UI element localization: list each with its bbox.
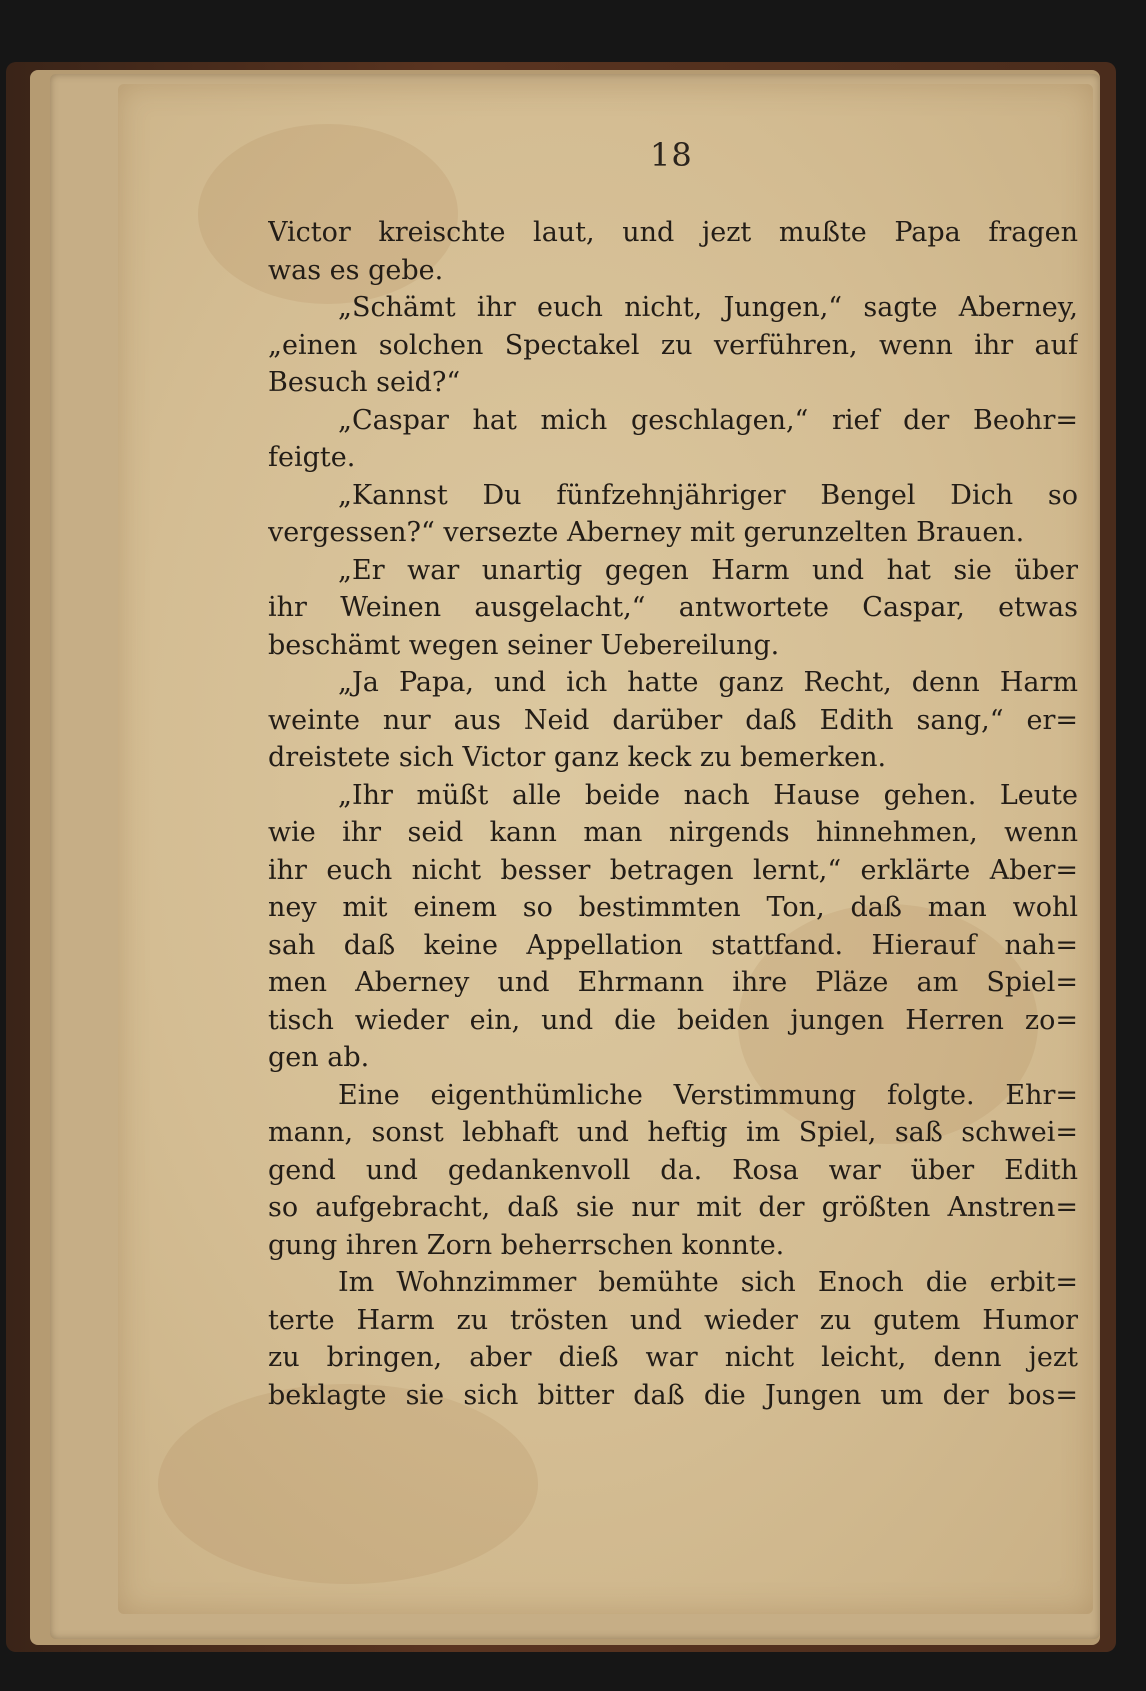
- text-line: Victor kreischte laut, und jezt mußte Papa fragen: [268, 217, 1078, 248]
- text-line: „einen solchen Spectakel zu verführen, wenn ihr auf: [268, 329, 1078, 361]
- text-line: „Ihr müßt alle beide nach Hause gehen. Leute: [338, 779, 1078, 811]
- text-line: feigte.: [268, 442, 356, 473]
- text-line: ihr euch nicht besser betragen lernt,“ erklärte Aber=: [268, 854, 1078, 886]
- text-line: weinte nur aus Neid darüber daß Edith sang,“ er=: [268, 704, 1078, 736]
- text-line: „Kannst Du fünfzehnjähriger Bengel Dich so: [338, 479, 1078, 511]
- text-line: Im Wohnzimmer bemühte sich Enoch die erbit=: [338, 1267, 1078, 1298]
- text-line: so aufgebracht, daß sie nur mit der größten Anstren=: [268, 1192, 1078, 1223]
- text-line: „Er war unartig gegen Harm und hat sie über: [338, 554, 1078, 586]
- text-line: terte Harm zu trösten und wieder zu gutem Humor: [268, 1304, 1078, 1336]
- paper-stain: [158, 1384, 538, 1584]
- text-line: gung ihren Zorn beherrschen konnte.: [268, 1229, 785, 1261]
- text-line: „Schämt ihr euch nicht, Jungen,“ sagte Aberney,: [338, 292, 1078, 323]
- text-line: beklagte sie sich bitter daß die Jungen um der bos=: [268, 1379, 1078, 1411]
- text-line: zu bringen, aber dieß war nicht leicht, denn jezt: [268, 1342, 1078, 1373]
- text-line: ney mit einem so bestimmten Ton, daß man wohl: [268, 892, 1078, 923]
- text-line: wie ihr seid kann man nirgends hinnehmen, wenn: [268, 817, 1078, 848]
- body-text: [268, 214, 1078, 1414]
- text-line: mann, sonst lebhaft und heftig im Spiel, saß schwei=: [268, 1117, 1078, 1148]
- text-line: gen ab.: [268, 1042, 370, 1073]
- text-line: Besuch seid?“: [268, 367, 461, 398]
- page-number: 18: [650, 136, 693, 174]
- text-line: ihr Weinen ausgelacht,“ antwortete Caspar, etwas: [268, 592, 1078, 623]
- text-line: Eine eigenthümliche Verstimmung folgte. Ehr=: [338, 1079, 1078, 1111]
- text-line: „Ja Papa, und ich hatte ganz Recht, denn Harm: [338, 667, 1078, 698]
- text-line: beschämt wegen seiner Uebereilung.: [268, 629, 780, 661]
- text-line: men Aberney und Ehrmann ihre Pläze am Spiel=: [268, 967, 1078, 998]
- text-line: dreistete sich Victor ganz keck zu bemerken.: [268, 742, 887, 773]
- text-line: tisch wieder ein, und die beiden jungen Herren zo=: [268, 1004, 1078, 1036]
- text-line: sah daß keine Appellation stattfand. Hierauf nah=: [268, 929, 1078, 961]
- text-line: vergessen?“ versezte Aberney mit gerunzelten Brauen.: [268, 517, 1025, 548]
- text-line: was es gebe.: [268, 254, 444, 286]
- text-line: gend und gedankenvoll da. Rosa war über Edith: [268, 1154, 1078, 1186]
- text-line: „Caspar hat mich geschlagen,“ rief der Beohr=: [338, 404, 1078, 436]
